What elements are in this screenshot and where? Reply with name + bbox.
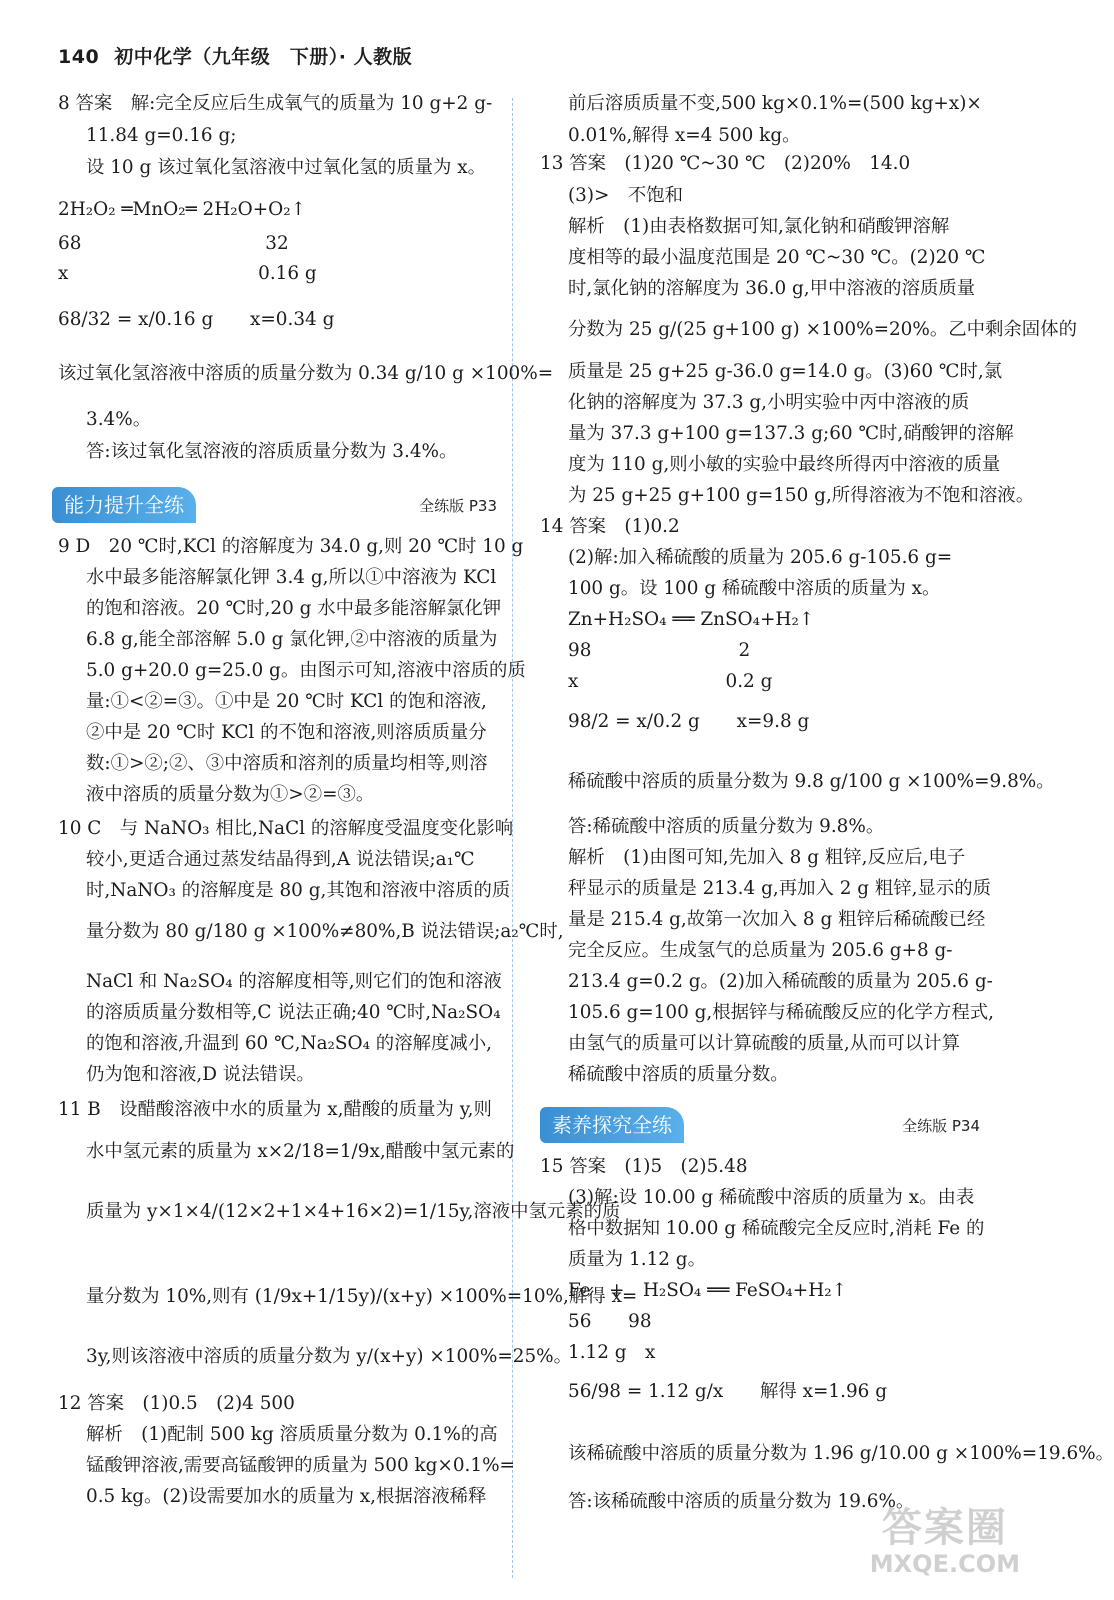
text-line: 度相等的最小温度范围是 20 ℃~30 ℃。(2)20 ℃ <box>568 247 986 268</box>
text-line: 105.6 g=100 g,根据锌与稀硫酸反应的化学方程式, <box>568 1002 994 1023</box>
text-line: 6.8 g,能全部溶解 5.0 g 氯化钾,②中溶液的质量为 <box>86 629 498 650</box>
text-line: 由氢气的质量可以计算硫酸的质量,从而可以计算 <box>568 1033 961 1054</box>
text-line: x 0.16 g <box>58 263 317 284</box>
text-line: 3.4%。 <box>86 409 152 430</box>
text-line: (3)解:设 10.00 g 稀硫酸中溶质的质量为 x。由表 <box>568 1187 975 1208</box>
text-line: 8 答案 解:完全反应后生成氧气的质量为 10 g+2 g- <box>58 93 493 114</box>
text-line: 量分数为 10%,则有 (1/9x+1/15y)/(x+y) ×100%=10%,解得 x= <box>86 1286 638 1307</box>
text-line: 量为 37.3 g+100 g=137.3 g;60 ℃时,硝酸钾的溶解 <box>568 423 1014 444</box>
text-line: 分数为 25 g/(25 g+100 g) ×100%=20%。乙中剩余固体的 <box>568 319 1077 340</box>
watermark-logo <box>870 1506 1020 1578</box>
text-line: 解析 (1)配制 500 kg 溶质质量分数为 0.1%的高 <box>86 1424 498 1445</box>
text-line: 13 答案 (1)20 ℃~30 ℃ (2)20% 14.0 <box>540 153 911 174</box>
text-line: 98/2 = x/0.2 g x=9.8 g <box>568 711 810 732</box>
text-line: 0.5 kg。(2)设需要加水的质量为 x,根据溶液稀释 <box>86 1486 487 1507</box>
text-line: 14 答案 (1)0.2 <box>540 516 680 537</box>
text-line: 12 答案 (1)0.5 (2)4 500 <box>58 1393 295 1414</box>
section-banner-ability <box>52 487 497 523</box>
text-line: NaCl 和 Na₂SO₄ 的溶解度相等,则它们的饱和溶液 <box>86 971 502 992</box>
text-line: 3y,则该溶液中溶质的质量分数为 y/(x+y) ×100%=25%。 <box>86 1346 573 1367</box>
text-line: 2H₂O₂ ═MnO₂═ 2H₂O+O₂↑ <box>58 199 306 220</box>
text-line: 时,NaNO₃ 的溶解度是 80 g,其饱和溶液中溶质的质 <box>86 880 511 901</box>
text-line: 质量为 1.12 g。 <box>568 1249 706 1270</box>
text-line: 仍为饱和溶液,D 说法错误。 <box>86 1064 315 1085</box>
text-line: 稀硫酸中溶质的质量分数。 <box>568 1064 789 1085</box>
page-number: 140 <box>58 46 100 68</box>
text-line: 锰酸钾溶液,需要高锰酸钾的质量为 500 kg×0.1%= <box>86 1455 515 1476</box>
text-line: 答:该过氧化氢溶液的溶质质量分数为 3.4%。 <box>86 441 458 462</box>
text-line: 设 10 g 该过氧化氢溶液中过氧化氢的质量为 x。 <box>86 157 486 178</box>
section-banner-literacy <box>540 1107 980 1143</box>
section-title: 素养探究全练 <box>540 1107 684 1143</box>
text-line: 质量是 25 g+25 g-36.0 g=14.0 g。(3)60 ℃时,氯 <box>568 361 1003 382</box>
book-title: 初中化学（九年级 下册）· 人教版 <box>114 46 413 68</box>
text-line: 5.0 g+20.0 g=25.0 g。由图示可知,溶液中溶质的质 <box>86 660 526 681</box>
text-line: 数:①>②;②、③中溶质和溶剂的质量均相等,则溶 <box>86 753 488 774</box>
section-page-ref[interactable]: 全练版 P34 <box>902 1117 980 1135</box>
text-line: 10 C 与 NaNO₃ 相比,NaCl 的溶解度受温度变化影响 <box>58 818 514 839</box>
text-line: 完全反应。生成氢气的总质量为 205.6 g+8 g- <box>568 940 953 961</box>
text-line: 前后溶质质量不变,500 kg×0.1%=(500 kg+x)× <box>568 93 982 114</box>
text-line: 56/98 = 1.12 g/x 解得 x=1.96 g <box>568 1381 887 1402</box>
text-line: 的溶质质量分数相等,C 说法正确;40 ℃时,Na₂SO₄ <box>86 1002 501 1023</box>
text-line: 0.01%,解得 x=4 500 kg。 <box>568 125 801 146</box>
section-page-ref[interactable]: 全练版 P33 <box>419 497 497 515</box>
text-line: (2)解:加入稀硫酸的质量为 205.6 g-105.6 g= <box>568 547 953 568</box>
text-line: x 0.2 g <box>568 671 773 692</box>
text-line: 该稀硫酸中溶质的质量分数为 1.96 g/10.00 g ×100%=19.6%。 <box>568 1443 1114 1464</box>
text-line: 化钠的溶解度为 37.3 g,小明实验中丙中溶液的质 <box>568 392 970 413</box>
text-line: 该过氧化氢溶液中溶质的质量分数为 0.34 g/10 g ×100%= <box>58 363 554 384</box>
text-line: 解析 (1)由表格数据可知,氯化钠和硝酸钾溶解 <box>568 216 950 237</box>
text-line: 11 B 设醋酸溶液中水的质量为 x,醋酸的质量为 y,则 <box>58 1099 492 1120</box>
text-line: 答:该稀硫酸中溶质的质量分数为 19.6%。 <box>568 1491 915 1512</box>
text-line: Fe + H₂SO₄ ══ FeSO₄+H₂↑ <box>568 1280 848 1301</box>
text-line: 的饱和溶液。20 ℃时,20 g 水中最多能溶解氯化钾 <box>86 598 502 619</box>
text-line: 稀硫酸中溶质的质量分数为 9.8 g/100 g ×100%=9.8%。 <box>568 771 1055 792</box>
text-line: 56 98 <box>568 1311 652 1332</box>
watermark-text: 答案圈 <box>881 1505 1008 1551</box>
text-line: 质量为 y×1×4/(12×2+1×4+16×2)=1/15y,溶液中氢元素的质 <box>86 1201 621 1222</box>
text-line: 格中数据知 10.00 g 稀硫酸完全反应时,消耗 Fe 的 <box>568 1218 985 1239</box>
watermark-url: MXQE.COM <box>869 1550 1020 1578</box>
text-line: ②中是 20 ℃时 KCl 的不饱和溶液,则溶质质量分 <box>86 722 487 743</box>
page-header <box>58 42 412 69</box>
section-title: 能力提升全练 <box>52 487 196 523</box>
text-line: 68/32 = x/0.16 g x=0.34 g <box>58 309 335 330</box>
text-line: 水中氢元素的质量为 x×2/18=1/9x,醋酸中氢元素的 <box>86 1141 515 1162</box>
text-line: 解析 (1)由图可知,先加入 8 g 粗锌,反应后,电子 <box>568 847 966 868</box>
text-line: 度为 110 g,则小敏的实验中最终所得丙中溶液的质量 <box>568 454 1001 475</box>
text-line: 1.12 g x <box>568 1342 656 1363</box>
text-line: 量分数为 80 g/180 g ×100%≠80%,B 说法错误;a₂℃时, <box>86 921 564 942</box>
text-line: 秤显示的质量是 213.4 g,再加入 2 g 粗锌,显示的质 <box>568 878 992 899</box>
text-line: 量是 215.4 g,故第一次加入 8 g 粗锌后稀硫酸已经 <box>568 909 986 930</box>
text-line: 答:稀硫酸中溶质的质量分数为 9.8%。 <box>568 816 885 837</box>
text-line: (3)> 不饱和 <box>568 185 684 206</box>
text-line: 水中最多能溶解氯化钾 3.4 g,所以①中溶液为 KCl <box>86 567 497 588</box>
text-line: 213.4 g=0.2 g。(2)加入稀硫酸的质量为 205.6 g- <box>568 971 993 992</box>
text-line: 较小,更适合通过蒸发结晶得到,A 说法错误;a₁℃ <box>86 849 475 870</box>
text-line: 100 g。设 100 g 稀硫酸中溶质的质量为 x。 <box>568 578 941 599</box>
text-line: 的饱和溶液,升温到 60 ℃,Na₂SO₄ 的溶解度减小, <box>86 1033 492 1054</box>
text-line: 液中溶质的质量分数为①>②=③。 <box>86 784 375 805</box>
text-line: 量:①<②=③。①中是 20 ℃时 KCl 的饱和溶液, <box>86 691 487 712</box>
text-line: 9 D 20 ℃时,KCl 的溶解度为 34.0 g,则 20 ℃时 10 g <box>58 536 524 557</box>
text-line: 11.84 g=0.16 g; <box>86 125 237 146</box>
text-line: 68 32 <box>58 233 289 254</box>
text-line: 时,氯化钠的溶解度为 36.0 g,甲中溶液的溶质质量 <box>568 278 976 299</box>
text-line: 15 答案 (1)5 (2)5.48 <box>540 1156 748 1177</box>
text-line: 为 25 g+25 g+100 g=150 g,所得溶液为不饱和溶液。 <box>568 485 1035 506</box>
text-line: 98 2 <box>568 640 751 661</box>
text-line: Zn+H₂SO₄ ══ ZnSO₄+H₂↑ <box>568 609 815 630</box>
